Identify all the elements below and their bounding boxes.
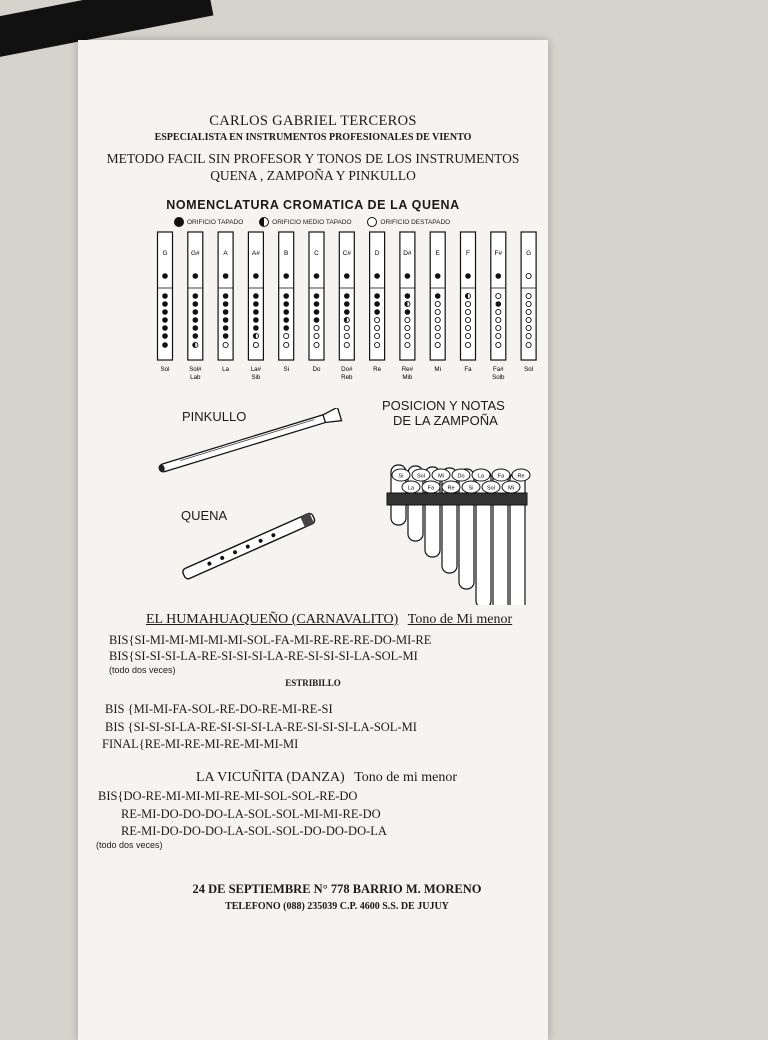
closed-hole: [162, 325, 168, 331]
open-hole: [526, 273, 531, 278]
open-hole: [405, 325, 410, 330]
song1-line-1: BIS{SI-MI-MI-MI-MI-MI-SOL-FA-MI-RE-RE-RE-DO-MI-RE: [109, 633, 432, 647]
zampona-note: Sol: [417, 473, 425, 480]
closed-hole: [223, 309, 229, 315]
fingering-column: [158, 232, 173, 373]
closed-hole: [344, 309, 350, 315]
quena-drawing: [176, 512, 326, 582]
author-name: CARLOS GABRIEL TERCEROS: [209, 113, 417, 129]
open-hole: [435, 342, 440, 347]
closed-hole: [283, 301, 289, 307]
closed-hole: [374, 293, 380, 299]
zampona-note-lower: La: [407, 485, 415, 492]
note-name: Lab: [190, 374, 201, 381]
closed-hole: [435, 293, 441, 299]
closed-hole: [314, 317, 320, 323]
zampona-note: La: [477, 473, 485, 480]
open-hole: [496, 317, 501, 322]
open-hole: [405, 342, 410, 347]
note-letter: G#: [190, 250, 200, 257]
chorus-line-3: FINAL{RE-MI-RE-MI-RE-MI-MI-MI: [102, 737, 299, 751]
open-hole: [526, 342, 531, 347]
closed-hole: [223, 333, 229, 339]
open-hole: [526, 333, 531, 338]
zampona-note: Fa: [497, 473, 505, 480]
song2-note: (todo dos veces): [96, 840, 163, 850]
zampona-note: Mi: [438, 473, 444, 480]
closed-hole: [223, 301, 229, 307]
footer-phone: TELEFONO (088) 235039 C.P. 4600 S.S. DE JUJUY: [225, 901, 449, 912]
note-letter: F: [466, 250, 470, 257]
zampona-binding: [387, 493, 527, 505]
note-letter: G: [526, 250, 532, 257]
open-hole: [465, 325, 470, 330]
note-name: La: [222, 366, 230, 373]
song2-line-2: RE-MI-DO-DO-DO-LA-SOL-SOL-MI-MI-RE-DO: [121, 807, 381, 821]
open-hole: [435, 333, 440, 338]
open-hole: [344, 333, 349, 338]
note-name: Do#: [341, 366, 353, 373]
zampona-note-lower: Re: [447, 485, 455, 492]
zampona-label-1: POSICION Y NOTAS: [382, 398, 505, 413]
note-name: La#: [250, 366, 262, 373]
song1-line-2: BIS{SI-SI-SI-LA-RE-SI-SI-SI-LA-RE-SI-SI-SI-LA-SOL-MI: [109, 649, 418, 663]
open-hole: [465, 301, 470, 306]
open-hole: [496, 342, 501, 347]
open-hole: [314, 342, 319, 347]
open-hole: [344, 325, 349, 330]
zampona-note: Re: [517, 473, 525, 480]
zampona-note: Si: [398, 473, 404, 480]
closed-hole: [223, 293, 229, 299]
closed-hole: [193, 317, 199, 323]
closed-hole: [193, 325, 199, 331]
note-letter: F#: [494, 250, 503, 257]
song1-key: Tono de Mi menor: [407, 612, 513, 627]
closed-hole: [283, 309, 289, 315]
open-hole: [375, 333, 380, 338]
quena-label: QUENA: [181, 508, 228, 523]
note-name: Reb: [341, 374, 353, 381]
open-hole: [314, 333, 319, 338]
fingering-column: [461, 232, 476, 373]
open-hole: [223, 342, 228, 347]
zampona-label-2: DE LA ZAMPOÑA: [393, 413, 498, 428]
song2-line-1: BIS{DO-RE-MI-MI-MI-RE-MI-SOL-SOL-RE-DO: [98, 789, 358, 803]
closed-hole: [374, 309, 380, 315]
note-letter: D#: [403, 250, 412, 257]
closed-hole: [405, 293, 411, 299]
note-name: Sib: [251, 374, 261, 381]
song2-title: LA VICUÑITA (DANZA): [196, 770, 345, 785]
zampona-note: Do: [457, 473, 465, 480]
fingering-column: [309, 232, 324, 373]
closed-hole: [374, 301, 380, 307]
legend-closed-label: ORIFICIO TAPADO: [187, 218, 244, 226]
song2-line-3: RE-MI-DO-DO-DO-LA-SOL-SOL-DO-DO-DO-LA: [121, 824, 387, 838]
closed-hole: [253, 317, 259, 323]
song1-title: EL HUMAHUAQUEÑO (CARNAVALITO): [146, 612, 399, 627]
closed-hole: [405, 309, 411, 315]
fingering-column: [339, 232, 354, 381]
fingering-column: [218, 232, 233, 373]
open-hole: [375, 342, 380, 347]
zampona-note-lower: Sol: [487, 485, 495, 492]
legend-half-label: ORIFICIO MEDIO TAPADO: [272, 218, 352, 226]
closed-hole: [283, 325, 289, 331]
open-hole: [465, 342, 470, 347]
closed-hole: [253, 309, 259, 315]
song1-title-row: [146, 612, 512, 628]
author-specialty: ESPECIALISTA EN INSTRUMENTOS PROFESIONALES DE VIENTO: [154, 132, 472, 143]
pinkullo-label: PINKULLO: [182, 409, 247, 424]
closed-hole: [344, 273, 350, 279]
note-letter: A: [223, 250, 228, 257]
open-hole: [526, 309, 531, 314]
open-hole: [314, 325, 319, 330]
closed-hole: [162, 293, 168, 299]
open-hole: [435, 301, 440, 306]
fingering-column: [400, 232, 415, 381]
closed-hole: [223, 325, 229, 331]
fingering-column: [491, 232, 506, 381]
open-hole: [344, 342, 349, 347]
fingering-column: [521, 232, 536, 373]
note-name: Sol: [524, 366, 534, 373]
closed-hole: [253, 325, 259, 331]
method-title: METODO FACIL SIN PROFESOR Y TONOS DE LOS INSTRUMENTOS: [106, 151, 520, 166]
closed-hole: [314, 309, 320, 315]
closed-hole: [253, 293, 259, 299]
open-hole: [465, 309, 470, 314]
closed-hole: [314, 293, 320, 299]
note-letter: C#: [342, 250, 351, 257]
note-name: Sol#: [189, 366, 202, 373]
closed-hole: [223, 273, 229, 279]
closed-hole: [374, 273, 380, 279]
fingering-column: [248, 232, 263, 381]
zampona-note-lower: Si: [468, 485, 474, 492]
note-name: Fa#: [492, 366, 504, 373]
open-hole: [375, 317, 380, 322]
open-hole: [284, 342, 289, 347]
fingering-chart: [78, 226, 548, 386]
open-hole: [526, 325, 531, 330]
note-letter: C: [314, 250, 319, 257]
closed-hole: [496, 273, 502, 279]
closed-hole: [283, 293, 289, 299]
open-hole: [435, 325, 440, 330]
closed-hole: [283, 317, 289, 323]
open-hole: [405, 317, 410, 322]
closed-hole: [253, 273, 259, 279]
open-hole: [253, 342, 258, 347]
open-hole: [496, 293, 501, 298]
note-name: Fa: [464, 366, 472, 373]
open-hole: [496, 333, 501, 338]
fingering-column: [188, 232, 203, 381]
chorus-line-2: BIS {SI-SI-SI-LA-RE-SI-SI-SI-LA-RE-SI-SI-SI-LA-SOL-MI: [105, 720, 417, 734]
closed-hole: [283, 273, 289, 279]
closed-hole: [162, 273, 168, 279]
closed-hole: [162, 342, 168, 348]
closed-hole: [193, 293, 199, 299]
fingering-column: [279, 232, 294, 373]
song1-note: (todo dos veces): [109, 665, 176, 675]
closed-hole: [496, 301, 502, 307]
closed-hole: [405, 273, 411, 279]
closed-hole: [435, 273, 441, 279]
note-name: Solb: [492, 374, 505, 381]
open-hole: [465, 333, 470, 338]
open-hole: [435, 317, 440, 322]
closed-hole: [314, 273, 320, 279]
closed-hole: [162, 333, 168, 339]
note-name: Si: [283, 366, 289, 373]
chorus-label: ESTRIBILLO: [285, 678, 341, 688]
note-letter: E: [435, 250, 440, 257]
note-letter: D: [374, 250, 380, 257]
closed-hole: [193, 333, 199, 339]
open-hole: [496, 309, 501, 314]
fingering-column: [430, 232, 445, 373]
instruments-title: QUENA , ZAMPOÑA Y PINKULLO: [210, 168, 416, 183]
note-name: Re: [373, 366, 382, 373]
open-hole: [526, 301, 531, 306]
open-hole: [465, 317, 470, 322]
open-hole: [526, 317, 531, 322]
closed-hole: [193, 273, 199, 279]
closed-hole: [253, 301, 259, 307]
zampona-note-lower: Fa: [427, 485, 435, 492]
song2-key: Tono de mi menor: [354, 770, 458, 785]
note-name: Mi: [434, 366, 441, 373]
closed-hole: [344, 301, 350, 307]
chorus-line-1: BIS {MI-MI-FA-SOL-RE-DO-RE-MI-RE-SI: [105, 702, 333, 716]
closed-hole: [193, 309, 199, 315]
open-hole: [405, 333, 410, 338]
note-name: Sol: [160, 366, 170, 373]
chart-title: NOMENCLATURA CROMATICA DE LA QUENA: [166, 198, 460, 212]
open-hole: [526, 293, 531, 298]
note-name: Mib: [402, 374, 413, 381]
closed-hole: [344, 293, 350, 299]
closed-hole: [314, 301, 320, 307]
open-hole: [284, 333, 289, 338]
note-name: Do: [312, 366, 321, 373]
open-hole: [375, 325, 380, 330]
closed-hole: [223, 317, 229, 323]
fingering-column: [370, 232, 385, 373]
zampona-drawing: [383, 425, 543, 605]
closed-hole: [162, 301, 168, 307]
footer-address: 24 DE SEPTIEMBRE N° 778 BARRIO M. MORENO: [192, 882, 482, 896]
open-hole: [435, 309, 440, 314]
closed-hole: [162, 317, 168, 323]
pinkullo-drawing: [148, 408, 348, 478]
legend-open-label: ORIFICIO DESTAPADO: [380, 218, 451, 226]
closed-hole: [465, 273, 471, 279]
closed-hole: [193, 301, 199, 307]
note-name: Re#: [401, 366, 414, 373]
note-letter: B: [284, 250, 289, 257]
closed-hole: [162, 309, 168, 315]
song2-title-row: [196, 770, 457, 786]
open-hole: [496, 325, 501, 330]
note-letter: A#: [251, 250, 260, 257]
zampona-note-lower: Mi: [508, 485, 514, 492]
document-page: [78, 40, 548, 1040]
note-letter: G: [162, 250, 168, 257]
